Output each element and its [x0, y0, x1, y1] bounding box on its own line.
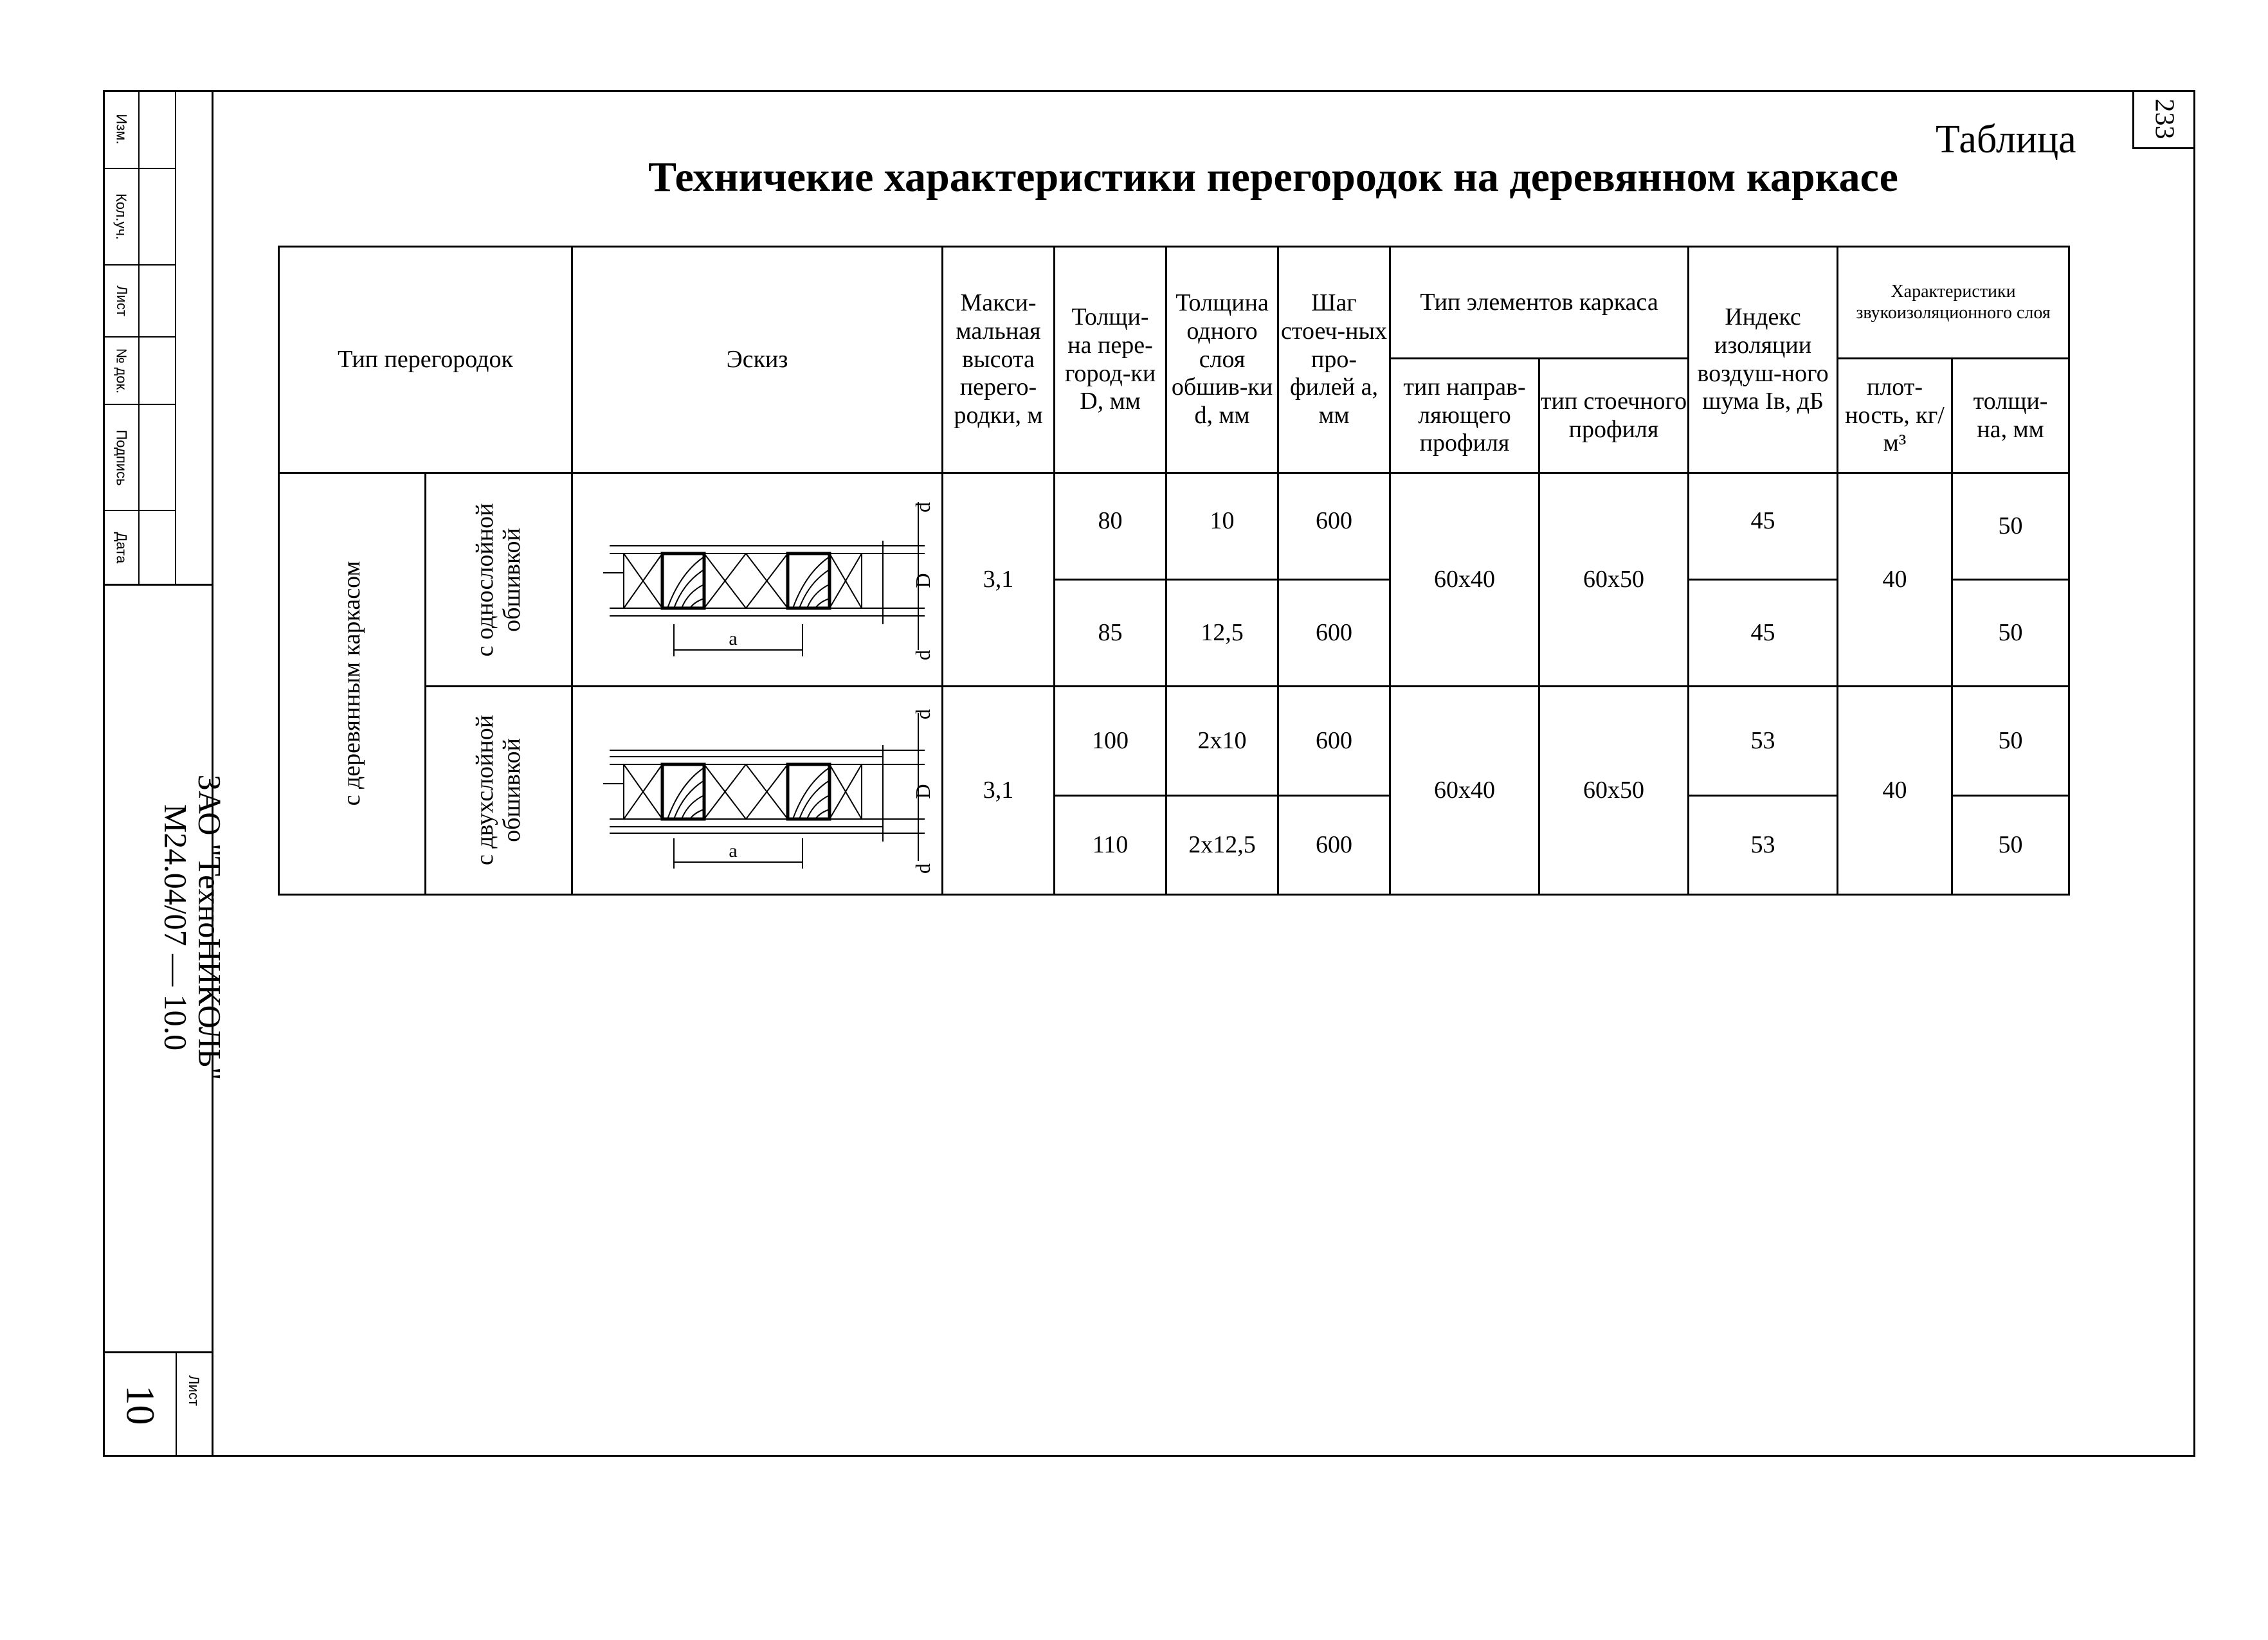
sound-thickness-1a: 50	[1952, 473, 2069, 580]
layer-1b: 12,5	[1166, 580, 1278, 687]
header-guide-profile: тип направ-ляющего профиля	[1390, 359, 1539, 473]
characteristics-table	[278, 246, 2070, 896]
svg-text:d: d	[911, 502, 934, 513]
index-2a: 53	[1689, 687, 1838, 796]
subtype-single-layer: с однослойной обшивкой	[426, 473, 572, 687]
sheet-label: Лист	[186, 1375, 202, 1406]
sound-thickness-2b: 50	[1952, 796, 2069, 895]
company-doc-block	[159, 748, 227, 1108]
thickness-2b: 110	[1055, 796, 1166, 895]
svg-text:a: a	[728, 628, 738, 650]
header-frame-elements: Тип элементов каркаса	[1390, 247, 1689, 359]
max-height-2: 3,1	[943, 687, 1055, 895]
stamp-signature: Подпись	[103, 405, 140, 511]
page-number: 233	[2149, 98, 2179, 139]
header-sound-index: Индекс изоляции воздуш-ного шума Iв, дБ	[1689, 247, 1838, 473]
sheet-number: 10	[118, 1385, 162, 1425]
header-thickness: Толщи-на пере-город-ки D, мм	[1055, 247, 1166, 473]
subtype-double-layer: с двухслойной обшивкой	[426, 687, 572, 895]
header-stud-profile: тип стоечного профиля	[1539, 359, 1689, 473]
header-sound-layer: Характеристики звукоизоляционного слоя	[1838, 247, 2069, 359]
stamp-kol-uch: Кол.уч.	[103, 169, 140, 266]
max-height-1: 3,1	[943, 473, 1055, 687]
sketch-single-layer	[572, 473, 943, 687]
group-wood-frame: с деревянным каркасом	[279, 473, 426, 895]
svg-text:d: d	[911, 709, 934, 719]
step-1a: 600	[1278, 473, 1390, 580]
header-stud-step: Шаг стоеч-ных про-филей а, мм	[1278, 247, 1390, 473]
stamp-list: Лист	[103, 266, 140, 338]
header-sketch: Эскиз	[572, 247, 943, 473]
thickness-1a: 80	[1055, 473, 1166, 580]
document-code: М24.04/07 — 10.0	[158, 804, 194, 1051]
layer-1a: 10	[1166, 473, 1278, 580]
company-name: ЗАО "ТехноНИКОЛЬ"	[192, 774, 228, 1081]
sound-thickness-2a: 50	[1952, 687, 2069, 796]
density-2: 40	[1838, 687, 1952, 895]
stud-profile-2: 60x50	[1539, 687, 1689, 895]
sketch-double-layer	[572, 687, 943, 895]
stamp-label-column	[103, 90, 140, 584]
index-2b: 53	[1689, 796, 1838, 895]
step-2a: 600	[1278, 687, 1390, 796]
stamp-date: Дата	[113, 532, 130, 563]
index-1b: 45	[1689, 580, 1838, 687]
stamp-izm: Изм.	[103, 90, 140, 169]
sound-thickness-1b: 50	[1952, 580, 2069, 687]
partition-sketch-single	[577, 476, 938, 676]
header-max-height: Макси-мальная высота перего-родки, м	[943, 247, 1055, 473]
layer-2a: 2x10	[1166, 687, 1278, 796]
thickness-1b: 85	[1055, 580, 1166, 687]
svg-text:D: D	[911, 573, 934, 588]
partition-sketch-double	[577, 687, 938, 887]
layer-2b: 2x12,5	[1166, 796, 1278, 895]
header-type: Тип перегородок	[279, 247, 572, 473]
header-sound-thickness: толщи-на, мм	[1952, 359, 2069, 473]
index-1a: 45	[1689, 473, 1838, 580]
svg-text:a: a	[728, 840, 738, 861]
title-block	[103, 90, 228, 1457]
thickness-2a: 100	[1055, 687, 1166, 796]
table-label: Таблица	[1936, 118, 2076, 161]
stud-profile-1: 60x50	[1539, 473, 1689, 687]
density-1: 40	[1838, 473, 1952, 687]
svg-text:d: d	[911, 863, 934, 874]
svg-text:d: d	[911, 650, 934, 661]
page-number-box	[2132, 90, 2194, 149]
svg-text:D: D	[911, 784, 934, 799]
header-density: плот-ность, кг/м³	[1838, 359, 1952, 473]
header-layer-thickness: Толщина одного слоя обшив-ки d, мм	[1166, 247, 1278, 473]
guide-profile-2: 60x40	[1390, 687, 1539, 895]
stamp-doc-no: № док.	[103, 338, 140, 405]
stamp-value-column	[140, 90, 176, 584]
step-1b: 600	[1278, 580, 1390, 687]
guide-profile-1: 60x40	[1390, 473, 1539, 687]
page-title: Техничекие характеристики перегородок на деревянном каркасе	[648, 154, 1898, 201]
step-2b: 600	[1278, 796, 1390, 895]
